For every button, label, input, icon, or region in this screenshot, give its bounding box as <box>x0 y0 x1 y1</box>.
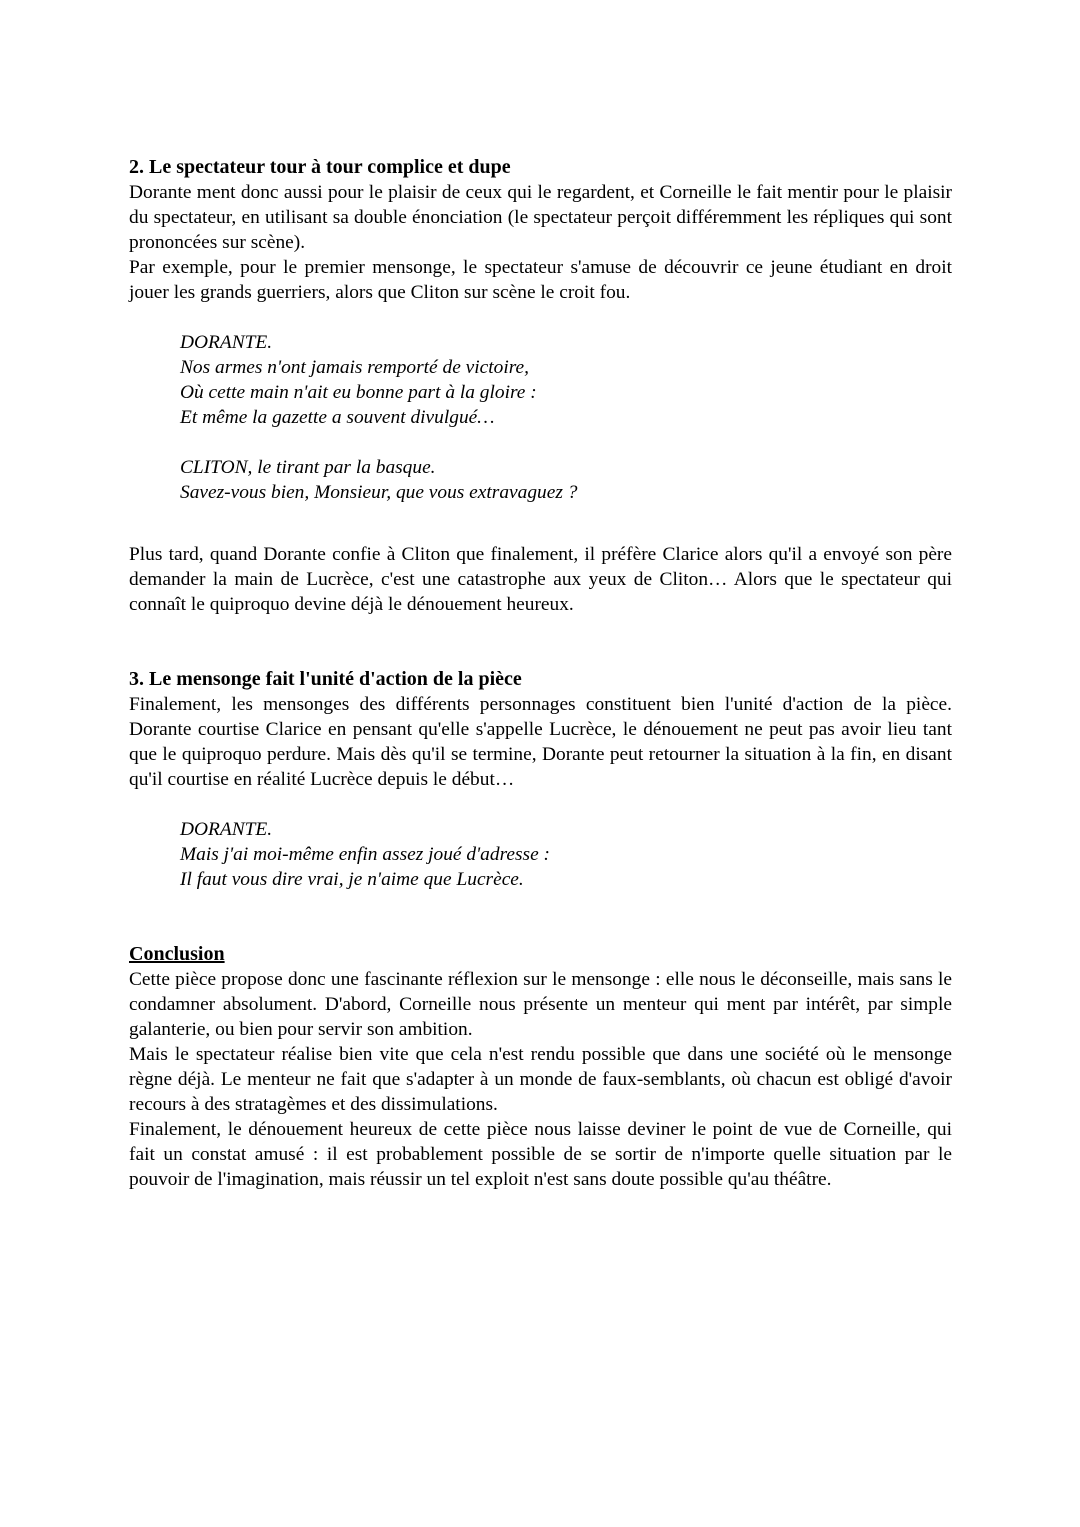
conclusion-paragraph-1: Cette pièce propose donc une fascinante réflexion sur le mensonge : elle nous le déconseille, mais sans le condamner absolument. D'abord, Corneille nous présente un menteur qui ment par intérêt, par simple galanterie, ou bien pour servir son ambition. <box>129 969 952 1040</box>
quote-dorante-2 <box>180 817 952 892</box>
section-3-paragraph-1: Finalement, les mensonges des différents personnages constituent bien l'unité d'action de la pièce. Dorante courtise Clarice en pensant qu'elle s'appelle Lucrèce, le dénouement ne peut pas avoir lieu tant que le quiproquo perdure. Mais dès qu'il se termine, Dorante peut retourner la situation à la fin, en disant qu'il courtise en réalité Lucrèce depuis le début… <box>129 694 952 790</box>
quote-line: Mais j'ai moi-même enfin assez joué d'adresse : <box>180 844 551 865</box>
conclusion-heading: Conclusion <box>129 943 225 965</box>
quote-speaker: DORANTE. <box>180 332 273 353</box>
quote-dorante-1 <box>180 330 952 430</box>
quote-line: Il faut vous dire vrai, je n'aime que Lucrèce. <box>180 869 524 890</box>
conclusion-paragraph-2: Mais le spectateur réalise bien vite que cela n'est rendu possible que dans une société où le mensonge règne déjà. Le menteur ne fait que s'adapter à un monde de faux-semblants, où chacun est obligé d'avoir recours à des stratagèmes et des dissimulations. <box>129 1044 952 1115</box>
quote-line: Et même la gazette a souvent divulgué… <box>180 407 495 428</box>
quote-line: Savez-vous bien, Monsieur, que vous extravaguez ? <box>180 482 578 503</box>
section-2-heading: 2. Le spectateur tour à tour complice et dupe <box>129 156 511 178</box>
quote-cliton <box>180 455 952 505</box>
quote-speaker: CLITON, le tirant par la basque. <box>180 457 436 478</box>
section-2-paragraph-1: Dorante ment donc aussi pour le plaisir de ceux qui le regardent, et Corneille le fait mentir pour le plaisir du spectateur, en utilisant sa double énonciation (le spectateur perçoit différemment les répliques qui sont prononcées sur scène). <box>129 182 952 253</box>
section-2-paragraph-3: Plus tard, quand Dorante confie à Cliton que finalement, il préfère Clarice alors qu'il a envoyé son père demander la main de Lucrèce, c'est une catastrophe aux yeux de Cliton… Alors que le spectateur qui connaît le quiproquo devine déjà le dénouement heureux. <box>129 544 952 615</box>
document-page <box>129 155 952 1192</box>
quote-speaker: DORANTE. <box>180 819 273 840</box>
quote-line: Où cette main n'ait eu bonne part à la gloire : <box>180 382 537 403</box>
conclusion-paragraph-3: Finalement, le dénouement heureux de cette pièce nous laisse deviner le point de vue de Corneille, qui fait un constat amusé : il est probablement possible de se sortir de n'importe quelle situation par le pouvoir de l'imagination, mais réussir un tel exploit n'est sans doute possible qu'au théâtre. <box>129 1119 952 1190</box>
section-3-heading: 3. Le mensonge fait l'unité d'action de la pièce <box>129 668 522 690</box>
section-2-paragraph-2: Par exemple, pour le premier mensonge, le spectateur s'amuse de découvrir ce jeune étudiant en droit jouer les grands guerriers, alors que Cliton sur scène le croit fou. <box>129 257 952 303</box>
quote-line: Nos armes n'ont jamais remporté de victoire, <box>180 357 530 378</box>
